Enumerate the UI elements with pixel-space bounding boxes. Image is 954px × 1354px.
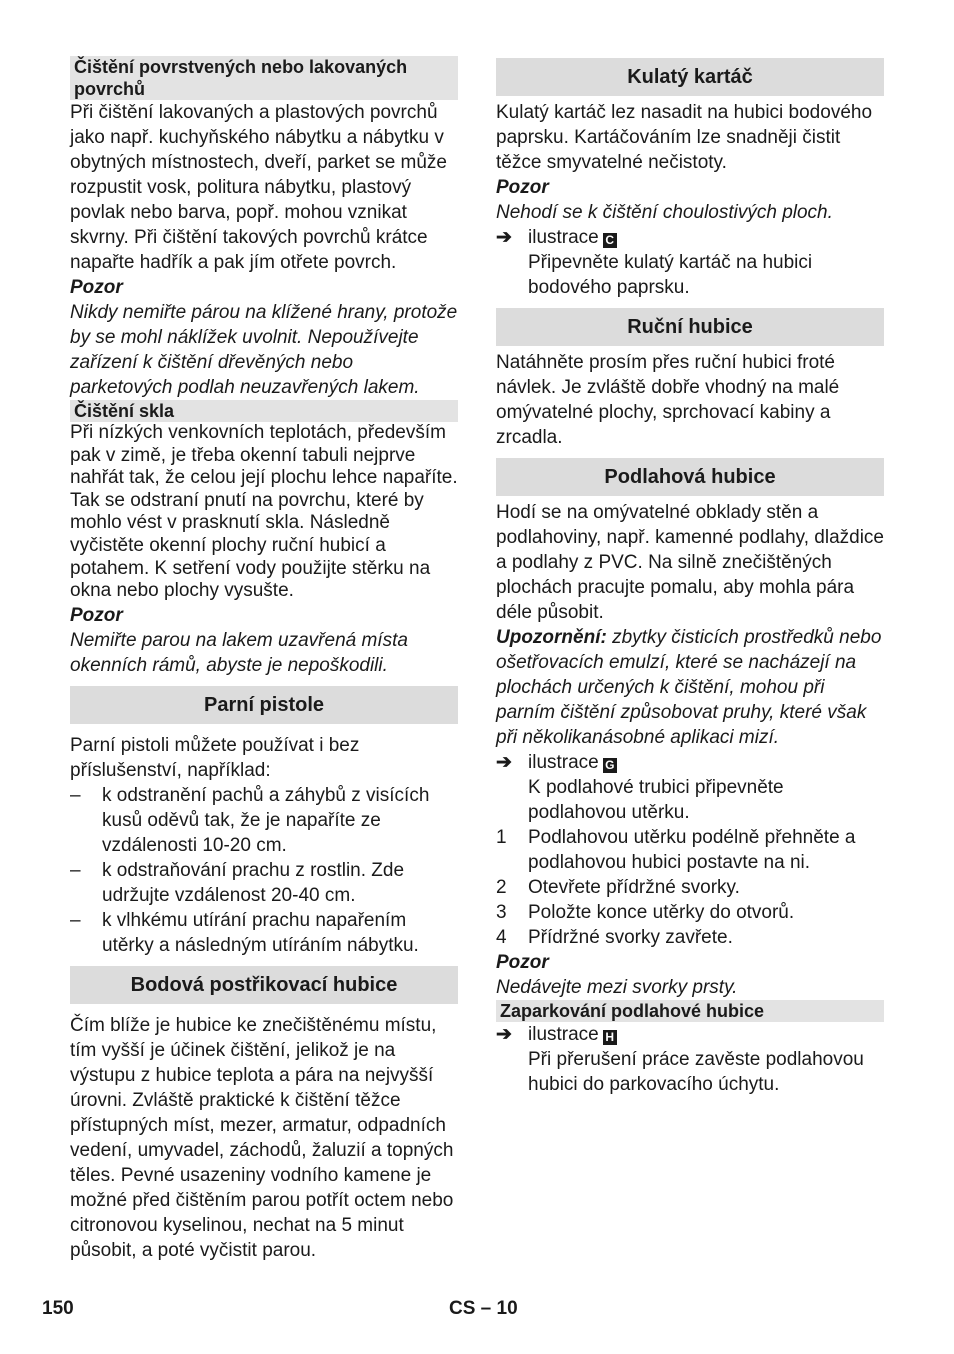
illustration-reference: ➔ ilustrace C: [496, 225, 884, 250]
section-code: CS – 10: [449, 1298, 518, 1319]
paragraph-glass-cleaning: Při nízkých venkovních teplotách, především pak v zimě, je třeba okenní tabuli nejprve nahřát tak, že celou její plochu lehce napaříte. Tak se odstraní pnutí na povrchu, které by mohlo vést v prasknutí skla. Následně vyčistěte okenní plochy ruční hubicí a potahem. K setření vody použijte stěrku na okna nebo plochy vysušte.: [70, 422, 458, 602]
caution-text: Nedávejte mezi svorky prsty.: [496, 977, 738, 998]
list-item: 2 Otevřete přídržné svorky.: [496, 877, 740, 898]
instruction-text: Připevněte kulatý kartáč na hubici bodového paprsku.: [528, 252, 813, 298]
figure-g-icon: G: [603, 758, 617, 773]
list-item: – k odstranění pachů a záhybů z visících kusů oděvů tak, že je napaříte ze vzdálenosti 10-20 cm.: [70, 784, 430, 856]
illustration-reference: ➔ ilustrace H: [496, 1022, 884, 1047]
paragraph-steam-gun: Parní pistoli můžete používat i bez příslušenství, například:: [70, 734, 360, 781]
caution-text: Nehodí se k čištění choulostivých ploch.: [496, 202, 833, 223]
list-item: – k odstraňování prachu z rostlin. Zde udržujte vzdálenost 20-40 cm.: [70, 859, 405, 906]
caution-label: Pozor: [70, 604, 123, 626]
section-hand-nozzle: Ruční hubice: [496, 308, 884, 346]
paragraph-coated-surfaces: Při čištění lakovaných a plastových povrchů jako např. kuchyňského nábytku a nábytku v obytných místnostech, dveří, parket se může rozpustit vosk, politura nábytku, plastový povlak nebo barva, popř. mohou vznikat skvrny. Při čištění takových povrchů krátce napařte hadřík a pak jím otřete povrch.: [70, 102, 448, 273]
list-item: 4 Přídržné svorky zavřete.: [496, 927, 733, 948]
heading-glass-cleaning: Čištění skla: [70, 400, 458, 422]
list-item: 3 Položte konce utěrky do otvorů.: [496, 902, 795, 923]
list-item: – k vlhkému utírání prachu napařením utěrky a následným utíráním nábytku.: [70, 909, 419, 956]
paragraph-floor-nozzle: Hodí se na omývatelné obklady stěn a podlahoviny, např. kamenné podlahy, dlaždice a podlahy z PVC. Na silně znečištěných plochách pracujte pomalu, aby mohla pára déle působit.: [496, 502, 884, 623]
section-round-brush: Kulatý kartáč: [496, 58, 884, 96]
paragraph-hand-nozzle: Natáhněte prosím přes ruční hubici froté návlek. Je zvláště dobře vhodný na malé omývatelné plochy, sprchovací kabiny a zrcadla.: [496, 352, 840, 448]
right-column: [496, 56, 884, 1097]
caution-label: Pozor: [496, 952, 549, 973]
instruction-text: Při přerušení práce zavěste podlahovou hubici do parkovacího úchytu.: [528, 1049, 864, 1095]
section-floor-nozzle: Podlahová hubice: [496, 458, 884, 496]
paragraph-spot-nozzle: Čím blíže je hubice ke znečištěnému místu, tím vyšší je účinek čištění, jelikož je na výstupu z hubice teplota a pára na nejvyšší úrovni. Zvláště praktické k čištění těžce přístupných míst, mezer, armatur, odpadních vedení, umyvadel, záchodů, žaluzií a topných těles. Pevné usazeniny vodního kamene je možné před čištěním parou potřít octem nebo citronovou kyselinou, nechat na 5 minut působit, a poté vyčistit parou.: [70, 1014, 454, 1261]
numbered-list: [496, 825, 884, 950]
caution-text: Nikdy nemiřte párou na klížené hrany, protože by se mohl náklížek uvolnit. Nepoužívejte zařízení k čištění dřevěných nebo parketových podlah neuzavřených lakem.: [70, 302, 458, 398]
arrow-icon: ➔: [496, 227, 512, 248]
heading-coated-surfaces: Čištění povrstvených nebo lakovaných povrchů: [70, 56, 458, 100]
list-item: 1 Podlahovou utěrku podélně přehněte a podlahovou hubici postavte na ni.: [496, 827, 856, 873]
caution-label: Pozor: [496, 177, 549, 198]
illustration-reference: ➔ ilustrace G: [496, 750, 884, 775]
paragraph-round-brush: Kulatý kartáč lez nasadit na hubici bodového paprsku. Kartáčováním lze snadněji čistit těžce smyvatelné nečistoty.: [496, 102, 873, 173]
page-number: 150: [42, 1298, 74, 1319]
arrow-icon: ➔: [496, 752, 512, 773]
section-steam-gun: Parní pistole: [70, 686, 458, 724]
note-label: Upozornění:: [496, 627, 607, 648]
figure-c-icon: C: [603, 233, 617, 248]
figure-h-icon: H: [603, 1030, 617, 1045]
bullet-list: [70, 783, 458, 958]
left-column: [70, 56, 458, 1263]
caution-text: Nemiřte parou na lakem uzavřená místa okenních rámů, abyste je nepoškodili.: [70, 629, 408, 676]
section-spot-nozzle: Bodová postřikovací hubice: [70, 966, 458, 1004]
note-text: Upozornění: zbytky čisticích prostředků nebo ošetřovacích emulzí, které se nacházejí na plochách určených k čištění, mohou při parním čištění způsobovat pruhy, které však při několikanásobné aplikaci mizí.: [496, 627, 882, 748]
heading-parking: Zaparkování podlahové hubice: [496, 1000, 884, 1022]
caution-label: Pozor: [70, 277, 123, 298]
arrow-icon: ➔: [496, 1024, 512, 1045]
instruction-text: K podlahové trubici připevněte podlahovou utěrku.: [528, 777, 784, 823]
